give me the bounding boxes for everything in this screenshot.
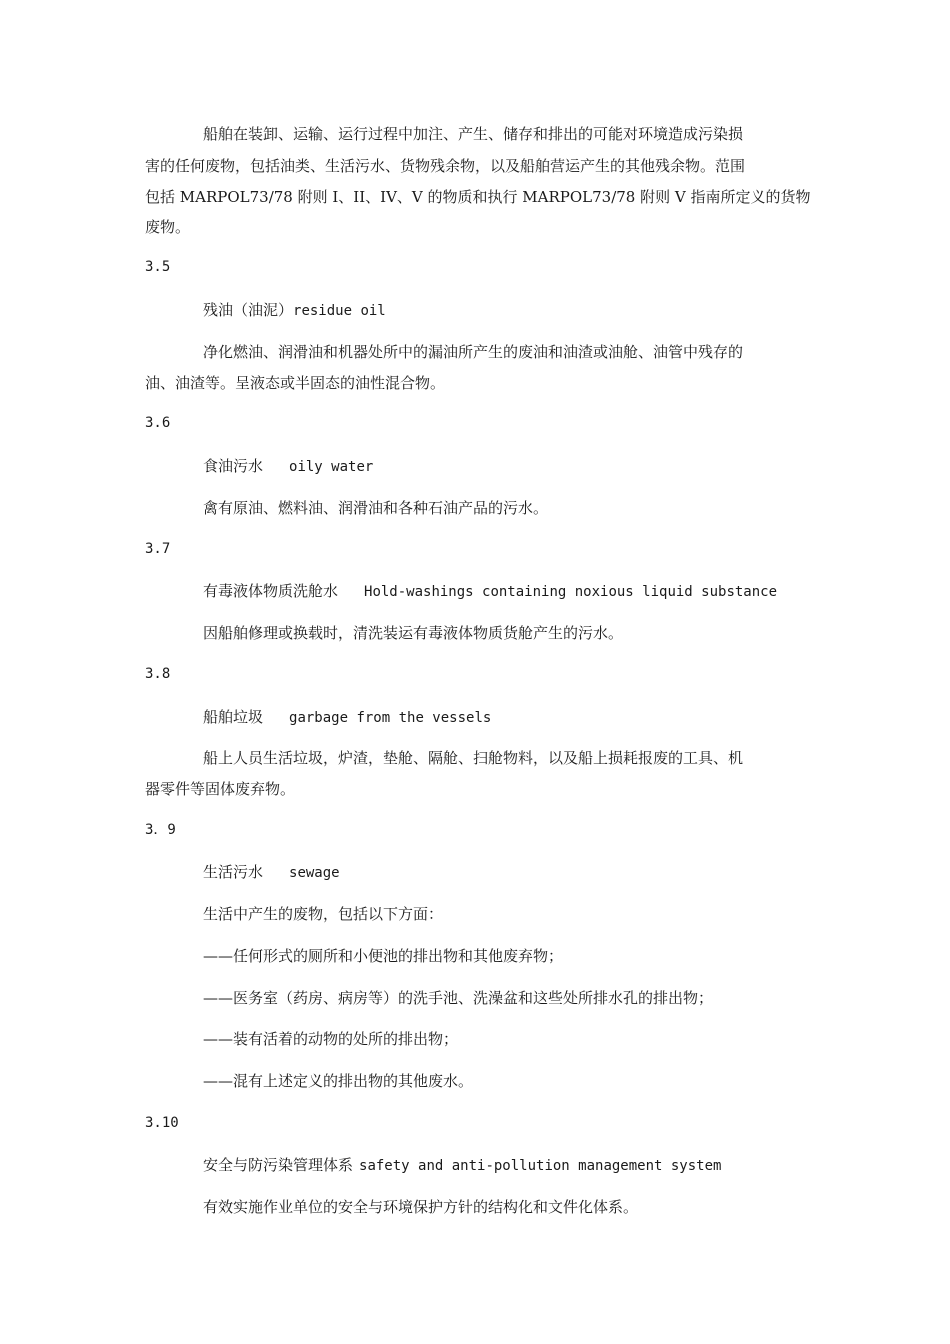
term-3-7 [203, 580, 777, 603]
term-cn: 安全与防污染管理体系 [203, 1156, 354, 1174]
term-en: safety and anti-pollution management system [359, 1158, 722, 1174]
term-3-9 [203, 861, 340, 884]
definition-3-7: 因船舶修理或换载时，清洗装运有毒液体物质货舱产生的污水。 [203, 624, 624, 642]
definition-3-8-line-2: 器零件等固体废弃物。 [145, 780, 296, 798]
list-item: ——装有活着的动物的处所的排出物； [203, 1030, 459, 1048]
term-3-6 [203, 455, 373, 478]
intro-line-1: 船舶在装卸、运输、运行过程中加注、产生、储存和排出的可能对环境造成污染损 [203, 125, 744, 143]
term-en: oily water [289, 459, 374, 475]
term-cn: 残油（油泥） [203, 301, 294, 319]
term-cn: 生活污水 [203, 863, 264, 881]
intro-line-4: 废物。 [145, 218, 191, 236]
term-cn: 船舶垃圾 [203, 708, 264, 726]
definition-3-6: 禽有原油、燃料油、润滑油和各种石油产品的污水。 [203, 499, 549, 517]
intro-line-3: 包括 MARPOL73/78 附则 I、II、IV、V 的物质和执行 MARPOL73/78 附则 V 指南所定义的货物 [145, 188, 811, 206]
definition-3-8-line-1: 船上人员生活垃圾，炉渣，垫舱、隔舱、扫舱物料，以及船上损耗报废的工具、机 [203, 749, 744, 767]
list-item: ——任何形式的厕所和小便池的排出物和其他废弃物； [203, 947, 564, 965]
definition-3-5-line-2: 油、油渣等。呈液态或半固态的油性混合物。 [145, 374, 446, 392]
section-number-3-7: 3.7 [145, 541, 171, 557]
section-number-3-10: 3.10 [145, 1115, 179, 1131]
section-number-3-5: 3.5 [145, 259, 171, 275]
definition-3-9: 生活中产生的废物，包括以下方面： [203, 905, 444, 923]
section-number-3-8: 3.8 [145, 666, 171, 682]
term-en: residue oil [293, 303, 386, 319]
term-en: sewage [289, 865, 340, 881]
term-cn: 食油污水 [203, 457, 264, 475]
section-number-3-9: 3．9 [145, 822, 176, 838]
section-number-3-6: 3.6 [145, 415, 171, 431]
term-en: Hold-washings containing noxious liquid substance [364, 584, 778, 600]
term-3-5 [203, 299, 386, 322]
term-3-10 [203, 1154, 721, 1177]
term-en: garbage from the vessels [289, 710, 492, 726]
list-item: ——医务室（药房、病房等）的洗手池、洗澡盆和这些处所排水孔的排出物； [203, 989, 714, 1007]
intro-line-2: 害的任何废物，包括油类、生活污水、货物残余物，以及船舶营运产生的其他残余物。范围 [145, 157, 746, 175]
term-3-8 [203, 706, 491, 729]
definition-3-10: 有效实施作业单位的安全与环境保护方针的结构化和文件化体系。 [203, 1198, 639, 1216]
definition-3-5-line-1: 净化燃油、润滑油和机器处所中的漏油所产生的废油和油渣或油舱、油管中残存的 [203, 343, 744, 361]
list-item: ——混有上述定义的排出物的其他废水。 [203, 1072, 474, 1090]
term-cn: 有毒液体物质洗舱水 [203, 582, 339, 600]
